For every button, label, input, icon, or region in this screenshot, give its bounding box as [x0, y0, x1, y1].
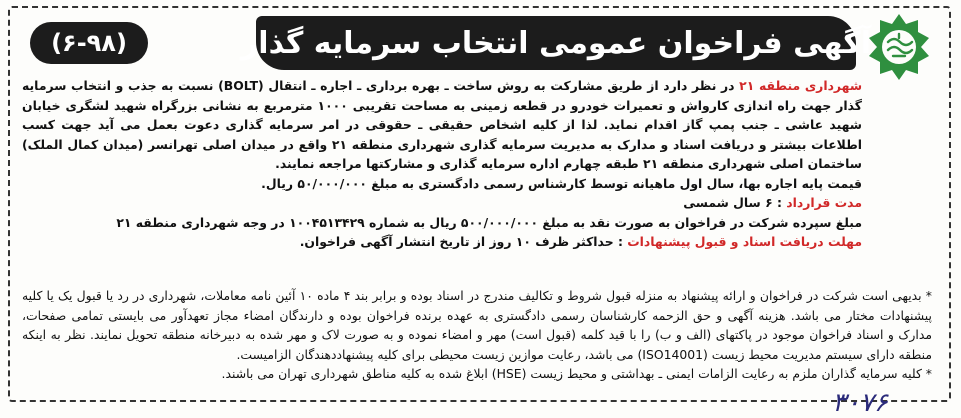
handwritten-note: ۳۰۷۶	[832, 388, 888, 418]
intro-lead: شهرداری منطقه ۲۱	[739, 78, 862, 93]
note-item: * کلیه سرمایه گذاران ملزم به رعایت الزامات ایمنی ـ بهداشتی و محیط زیست (HSE) ابلاغ شده به کلیه مناطق شهرداری تهران می باشند.	[221, 366, 932, 381]
deposit-line: مبلغ سپرده شرکت در فراخوان به صورت نقد به مبلغ ۵۰۰/۰۰۰/۰۰۰ ریال به شماره ۱۰۰۴۵۱۳۴۲۹ در وجه شهرداری منطقه ۲۱	[116, 214, 862, 230]
notes-section	[22, 286, 932, 384]
tehran-municipality-logo-icon	[866, 12, 932, 82]
notice-title: آگهی فراخوان عمومی انتخاب سرمایه گذار	[241, 25, 871, 61]
notice-header	[20, 12, 936, 68]
deadline-value: : حداکثر ظرف ۱۰ روز از تاریخ انتشار آگهی فراخوان.	[299, 234, 628, 249]
deadline-line	[22, 232, 862, 252]
contract-label: مدت قرارداد	[786, 195, 862, 210]
notice-code-badge	[30, 22, 148, 64]
note-item: * بدیهی است شرکت در فراخوان و ارائه پیشنهاد به منزله قبول شروط و تکالیف مندرج در اسناد بوده و برابر بند ۴ ماده ۱۰ آئین نامه معاملات، شهرداری در رد یا قبول یک یا کلیه پیشنهادات مختار می باشد. هزینه آگهی و حق الزحمه کارشناسان رسمی دادگستری به عهده برنده فراخوان بوده و دارندگان امضاء مجاز تعهدآور می بایستی تمامی صفحات، مدارک و اسناد فراخوان موجود در پاکتهای (الف و ب) را با قید کلمه (قبول است) مهر و امضاء نموده و به صورت لاک و مهر شده به دبیرخانه منطقه تحویل نمایند. نظر به اینکه منطقه دارای سیستم مدیریت محیط زیست (ISO14001) می باشد، رعایت موازین زیست محیطی برای کلیه پیشنهاددهندگان الزامیست.	[22, 288, 932, 362]
notice-code: (۶-۹۸)	[51, 29, 127, 57]
deadline-label: مهلت دریافت اسناد و قبول پیشنهادات	[627, 234, 862, 249]
intro-paragraph	[22, 76, 862, 174]
intro-text: در نظر دارد از طریق مشارکت به روش ساخت ـ بهره برداری ـ اجاره ـ انتقال (BOLT) نسبت به جذب و انتخاب سرمایه گذار جهت راه اندازی کارواش و تعمیرات خودرو در قطعه زمینی به مساحت تقریبی ۱۰۰۰ مترمربع به نشانی بزرگراه شهید لشگری خیابان شهید عاشی ـ جنب پمپ گاز اقدام نماید. لذا از کلیه اشخاص حقیقی ـ حقوقی در امر سرمایه گذاری دعوت بعمل می آید جهت کسب اطلاعات بیشتر و دریافت اسناد و مدارک به مدیریت سرمایه گذاری شهرداری منطقه ۲۱ واقع در میدان اصلی تهرانسر (میدان کمال الملک) ساختمان اصلی شهرداری منطقه ۲۱ طبقه چهارم اداره سرمایه گذاری و مشارکتها مراجعه نمایند.	[22, 78, 863, 171]
title-banner	[241, 16, 871, 70]
rent-line: قیمت پایه اجاره بها، سال اول ماهیانه توسط کارشناس رسمی دادگستری به مبلغ ۵۰/۰۰۰/۰۰۰ ریال.	[261, 175, 862, 191]
contract-line	[22, 193, 862, 213]
notice-body	[22, 76, 862, 252]
contract-value: : ۶ سال شمسی	[683, 195, 787, 210]
